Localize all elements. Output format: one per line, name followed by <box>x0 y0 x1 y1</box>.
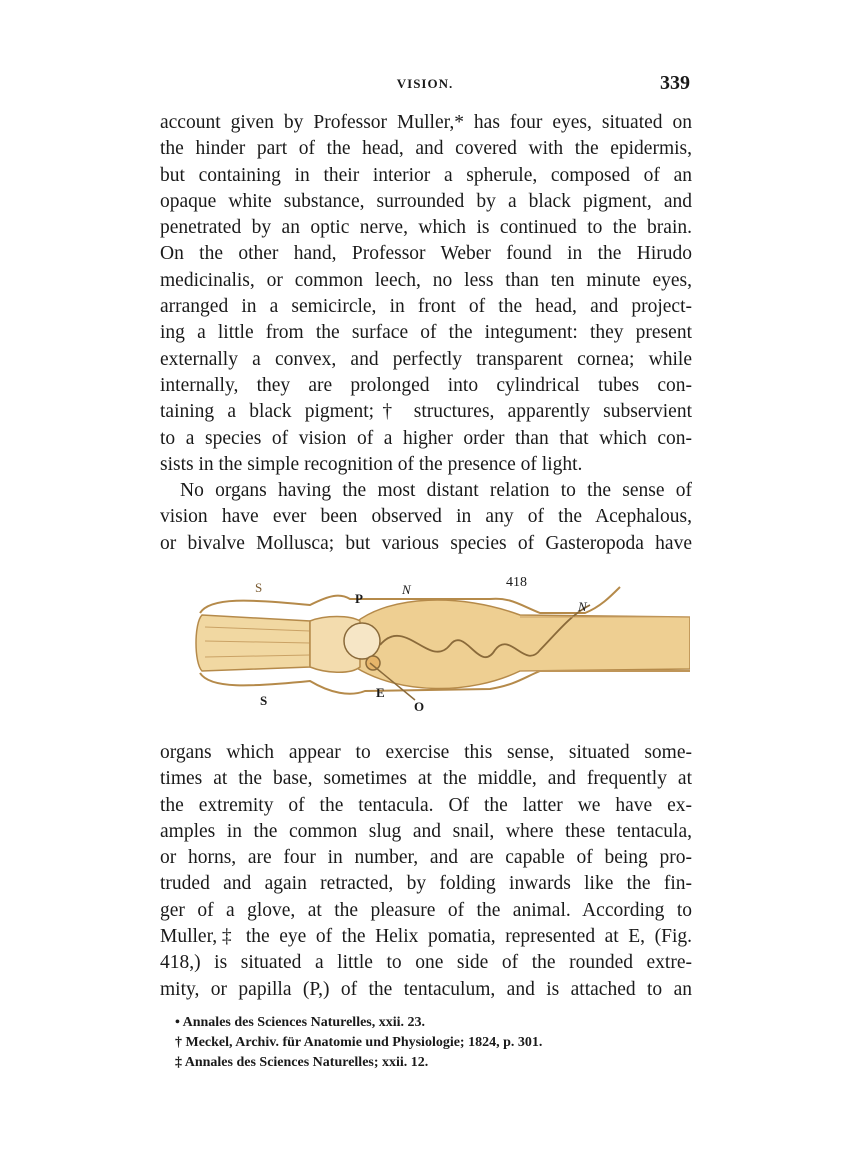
text-line: opaque white substance, surrounded by a black pigment, and <box>160 190 692 212</box>
text-line: externally a convex, and perfectly transparent cornea; while <box>160 348 692 370</box>
text-line: penetrated by an optic nerve, which is continued to the brain. <box>160 217 692 239</box>
text-line: On the other hand, Professor Weber found in the Hirudo <box>160 243 692 265</box>
text-line: amples in the common slug and snail, where these tentacula, <box>160 820 692 842</box>
footnote: † Meckel, Archiv. für Anatomie und Physiologie; 1824, p. 301. <box>175 1035 543 1050</box>
text-line: the extremity of the tentacula. Of the latter we have ex- <box>160 794 692 816</box>
text-line: but containing in their interior a spherule, composed of an <box>160 164 692 186</box>
footnotes <box>175 1013 675 1073</box>
text-line: truded and again retracted, by folding inwards like the fin- <box>160 873 692 895</box>
page-number: 339 <box>660 72 690 94</box>
label-s-bottom: S <box>260 693 268 708</box>
text-line: 418,) is situated a little to one side of the rounded extre- <box>160 952 692 974</box>
label-s-top: S <box>255 580 263 595</box>
text-line: or bivalve Mollusca; but various species of Gasteropoda have <box>160 532 692 554</box>
footnote: ‡ Annales des Sciences Naturelles; xxii. 12. <box>175 1055 429 1070</box>
running-title: VISION. <box>396 76 454 91</box>
label-p: P <box>355 591 363 606</box>
text-line: arranged in a semicircle, in front of the head, and project- <box>160 296 692 318</box>
text-line: account given by Professor Muller,* has four eyes, situated on <box>160 112 692 133</box>
papilla-structure <box>344 623 380 659</box>
text-line: ger of a glove, at the pleasure of the animal. According to <box>160 899 692 921</box>
eye-structure <box>366 656 380 670</box>
text-line: taining a black pigment;† structures, apparently subservient <box>160 401 692 423</box>
label-n-top: N <box>402 582 411 597</box>
text-line: to a species of vision of a higher order than that which con- <box>160 427 692 449</box>
paragraph-continued <box>160 110 692 557</box>
footnote: • Annales des Sciences Naturelles, xxii. 23. <box>175 1015 426 1030</box>
text-line: vision have ever been observed in any of the Acephalous, <box>160 506 692 528</box>
label-n-right: N <box>578 599 587 614</box>
text-line: times at the base, sometimes at the middle, and frequently at <box>160 768 692 790</box>
text-line: or horns, are four in number, and are capable of being pro- <box>160 847 692 869</box>
text-line: the hinder part of the head, and covered with the epidermis, <box>160 138 692 160</box>
text-line: ing a little from the surface of the integument: they present <box>160 322 692 344</box>
text-line: Muller,‡ the eye of the Helix pomatia, represented at E, (Fig. <box>160 926 692 948</box>
text-line: organs which appear to exercise this sense, situated some- <box>160 742 692 763</box>
text-line: medicinalis, or common leech, no less than ten minute eyes, <box>160 269 692 291</box>
figure-418 <box>190 575 690 715</box>
running-head <box>160 72 690 96</box>
text-line: internally, they are prolonged into cylindrical tubes con- <box>160 374 692 396</box>
figure-number: 418 <box>506 575 527 590</box>
text-line: sists in the simple recognition of the presence of light. <box>160 453 583 475</box>
label-o: O <box>414 699 425 714</box>
label-e: E <box>376 685 385 700</box>
text-line: No organs having the most distant relation to the sense of <box>180 480 692 502</box>
paragraph-main <box>160 740 692 1003</box>
text-line: mity, or papilla (P,) of the tentaculum, and is attached to an <box>160 978 692 1000</box>
